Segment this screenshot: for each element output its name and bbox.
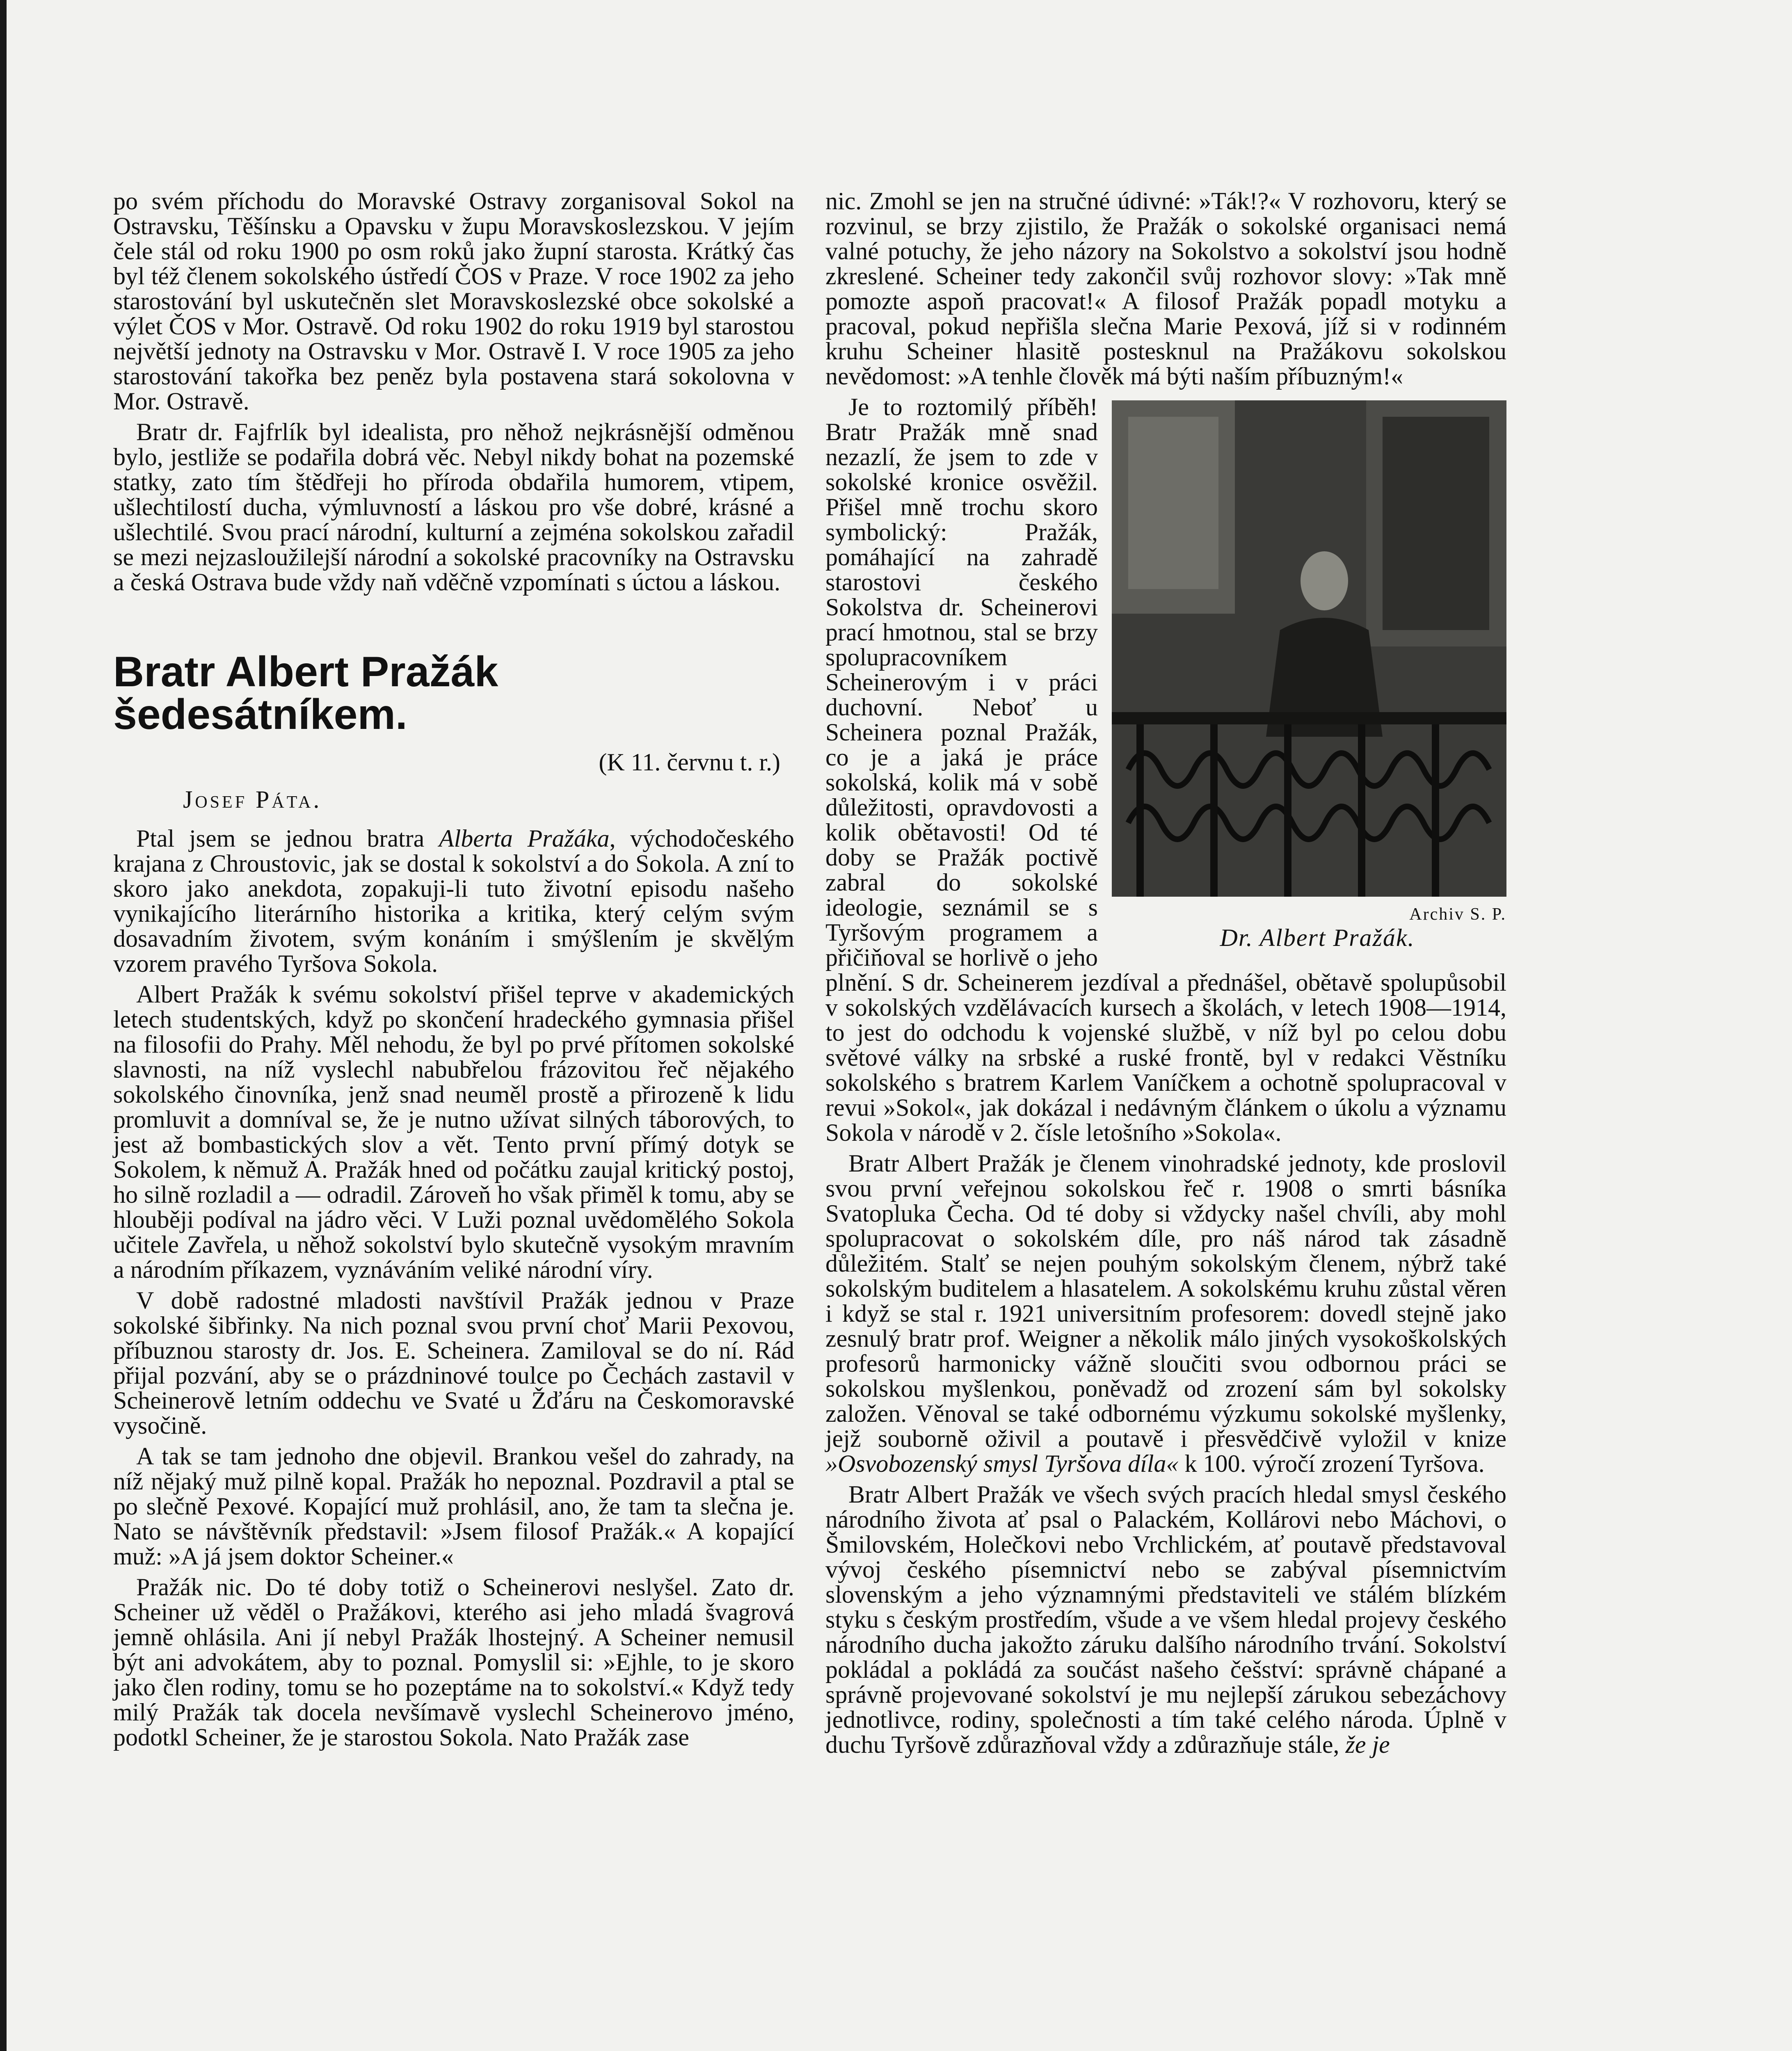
text-run: Bratr Albert Pražák je členem vinohradské jednoty, kde proslovil svou první veřejnou sokolskou řeč r. 1908 o smrti básníka Svatopluka Čecha. Od té doby si vždycky našel chvíli, aby mohl spolupracovat o sokolském díle, pro náš národ tak zásadně důležitém. Stalť se nejen pouhým sokolským členem, nýbrž také sokolským buditelem a hlasatelem. A sokolskému kruhu zůstal věren i když se stal r. 1921 universitním profesorem: dovedl stejně jako zesnulý bratr prof. Weigner a několik málo jiných vysokoškolských profesorů harmonicky vážně sloučiti svou odbornou práci se sokolskou myšlenkou, poněvadž od zrození sám byl sokolsky založen. Věnoval se také odbornému výzkumu sokolské myšlenky, jejž souborně oživil a poutavě i přesvědčivě vyložil v knize (825, 1150, 1506, 1452)
text-run: , východočeského krajana z Chroustovic, jak se dostal k sokolství a do Sokola. A zní to skoro jako anekdota, zopakuji-li tuto životní episodu našeho vynikajícího literárního historika a kritika, který celým svým dosavadním životem, svým konáním i smýšlením je skvělým vzorem pravého Tyršova Sokola. (113, 825, 795, 977)
right-column (825, 189, 1506, 1757)
text-run: k 100. výročí zrození Tyršova. (1178, 1450, 1485, 1477)
article-heading-line1: Bratr Albert Pražák (113, 648, 498, 696)
paragraph-fajfrlik-1: po svém příchodu do Moravské Ostravy zorganisoval Sokol na Ostravsku, Těšínsku a Opavsku v župu Moravskoslezskou. V jejím čele stál od roku 1900 po osm roků jako župní starosta. Krátký čas byl též členem sokolského ústředí ČOS v Praze. V roce 1902 za jeho starostování byl uskutečněn slet Moravskoslezské obce sokolské a výlet ČOS v Mor. Ostravě. Od roku 1902 do roku 1919 byl starostou největší jednoty na Ostravsku v Mor. Ostravě I. V roce 1905 za jeho starostování takořka bez peněz byla postavena stará sokolovna v Mor. Ostravě. (113, 187, 794, 415)
italic-ending: že je (1345, 1731, 1390, 1758)
portrait-illustration (1112, 400, 1506, 897)
photo-credit: Archiv S. P. (1409, 905, 1506, 924)
article-paragraph-8 (825, 1151, 1506, 1476)
article-paragraph-7: Je to roztomilý příběh! Bratr Pražák mně snad nezazlí, že jsem to zde v sokolské kronice osvěžil. Přišel mně trochu skoro symbolický: Pražák, pomáhající na zahradě starostovi českého Sokolstva dr. Scheinerovi prací hmotnou, stal se brzy spolupracovníkem Scheinerovým i v práci duchovní. Neboť u Scheinera poznal Pražák, co je a jaká je práce sokolská, kolik má v sobě důležitosti, opravdovosti a kolik obětavosti! Od té doby se Pražák poctivě zabral do sokolské ideologie, seznámil se s Tyršovým programem a přičiňoval se horlivě o jeho plnění. S dr. Scheinerem jezdíval a přednášel, obětavě spolupůsobil v sokolských vzdělávacích kursech a školách, v letech 1908—1914, to jest do odchodu k vojenské službě, v níž byl po celou dobu světové války na srbské a ruské frontě, byl v redakci Věstníku sokolského s bratrem Karlem Vaníčkem a ochotně spolupracoval v revui »Sokol«, jak dokázal i nedávným článkem o úkolu a významu Sokola v národě v 2. čísle letošního »Sokola«. (825, 393, 1506, 1146)
article-subtitle: (K 11. červnu t. r.) (599, 749, 780, 776)
article-paragraph-4: A tak se tam jednoho dne objevil. Brankou vešel do zahrady, na níž nějaký muž pilně kopal. Pražák ho nepoznal. Pozdravil a ptal se po slečně Pexové. Kopající muž prohlásil, ano, že tam ta slečna je. Nato se návštěvník představil: »Jsem filosof Pražák.« A kopající muž: »A já jsem doktor Scheiner.« (113, 1443, 794, 1570)
article-author: Josef Páta. (183, 786, 322, 813)
name-emphasis: Alberta Pražáka (439, 825, 610, 852)
article-heading-line2: šedesátníkem. (113, 691, 407, 738)
article-paragraph-9 (825, 1482, 1506, 1757)
portrait-figure (1112, 400, 1506, 951)
text-run: Ptal jsem se jednou bratra (136, 825, 439, 852)
left-column (113, 189, 794, 1750)
article-heading (113, 648, 794, 738)
article-paragraph-3: V době radostné mladosti navštívil Pražák jednou v Praze sokolské šibřinky. Na nich poznal svou první choť Marii Pexovou, příbuznou starosty dr. Jos. E. Scheinera. Zamiloval se do ní. Rád přijal pozvání, aby se o prázdninové toulce po Čechách zastavil v Scheinerově letním oddechu ve Svaté u Žďáru na Českomoravské vysočině. (113, 1287, 794, 1439)
article-paragraph-5: Pražák nic. Do té doby totiž o Scheinerovi neslyšel. Zato dr. Scheiner už věděl o Pražákovi, kterého asi jeho mladá švagrová jemně ohlásila. Ani jí nebyl Pražák lhostejný. A Scheiner nemusil být ani advokátem, aby to poznal. Pomyslil si: »Ejhle, to je skoro jako člen rodiny, tomu se ho pozeptáme na to sokolství.« Když tedy milý Pražák tak docela nevšímavě vyslechl Scheinerovo jméno, podotkl Scheiner, že je starostou Sokola. Nato Pražák zase (113, 1574, 794, 1751)
scan-edge (0, 0, 7, 2051)
book-title: »Osvobozenský smysl Tyršova díla« (825, 1450, 1179, 1477)
article-paragraph-1 (113, 826, 794, 976)
photo-caption: Dr. Albert Pražák. (1220, 924, 1415, 951)
text-run: Bratr Albert Pražák ve všech svých pracích hledal smysl českého národního života ať psal o Palackém, Kollárovi nebo Máchovi, o Šmilovském, Holečkovi nebo Vrchlickém, ať poutavě představoval vývoj českého písemnictví nebo se zabýval písemnictvím slovenským a jeho významnými představiteli ve stálém blízkém styku s českým prostředím, všude a ve všem hledal projevy českého národního ducha jakožto záruku dalšího národního trvání. Sokolství pokládal a pokládá za součást našeho češství: správně chápané a správně projevované sokolství je mu nejlepší zárukou sebezáchovy jednotlivce, rodiny, společnosti a tím také celého národa. Úplně v duchu Tyršově zdůrazňoval vždy a zdůrazňuje stále, (825, 1481, 1506, 1758)
portrait-photo (1112, 400, 1506, 897)
article-paragraph-2: Albert Pražák k svému sokolství přišel teprve v akademických letech studentských, když po skončení hradeckého gymnasia přišel na filosofii do Prahy. Měl nehodu, že byl po prvé přítomen sokolské slavnosti, na níž vyslechl nabubřelou frázovitou řeč nějakého sokolského činovníka, jenž snad neuměl prostě a přirozeně k lidu promluvit a domníval se, že je nutno užívat silných táborových, to jest až bombastických slov a vět. Tento první přímý dotyk se Sokolem, k němuž A. Pražák hned od počátku zaujal kritický postoj, ho silně rozladil a — odradil. Zároveň ho však přiměl k tomu, aby se hlouběji podíval na jádro věci. V Luži poznal uvědomělého Sokola učitele Zavřela, u něhož sokolství bylo skutečně vysokým mravním a národním příkazem, vyznáváním veliké národní víry. (113, 981, 794, 1283)
paragraph-fajfrlik-2: Bratr dr. Fajfrlík byl idealista, pro něhož nejkrásnější odměnou bylo, jestliže se podařila dobrá věc. Nebyl nikdy bohat na pozemské statky, zato tím štědřeji ho příroda obdařila humorem, vtipem, ušlechtilostí ducha, výmluvností a láskou pro vše dobré, krásné a ušlechtilé. Svou prací národní, kulturní a zejména sokolskou zařadil se mezi nejzasloužilejší národní a sokolské pracovníky na Ostravsku a česká Ostrava bude vždy naň vděčně vzpomínati s úctou a láskou. (113, 418, 794, 596)
article-paragraph-6: nic. Zmohl se jen na stručné údivné: »Ták!?« V rozhovoru, který se rozvinul, se brzy zjistilo, že Pražák o sokolské organisaci nemá valné potuchy, že jeho názory na Sokolstvo a sokolství jsou hodně zkreslené. Scheiner tedy zakončil svůj rozhovor slovy: »Tak mně pomozte aspoň pracovat!« A filosof Pražák popadl motyku a pracoval, pokud nepřišla slečna Marie Pexová, jíž si v rodinném kruhu Scheiner hlasitě postesknul na Pražákovu sokolskou nevědomost: »A tenhle člověk má býti naším příbuzným!« (825, 187, 1506, 390)
